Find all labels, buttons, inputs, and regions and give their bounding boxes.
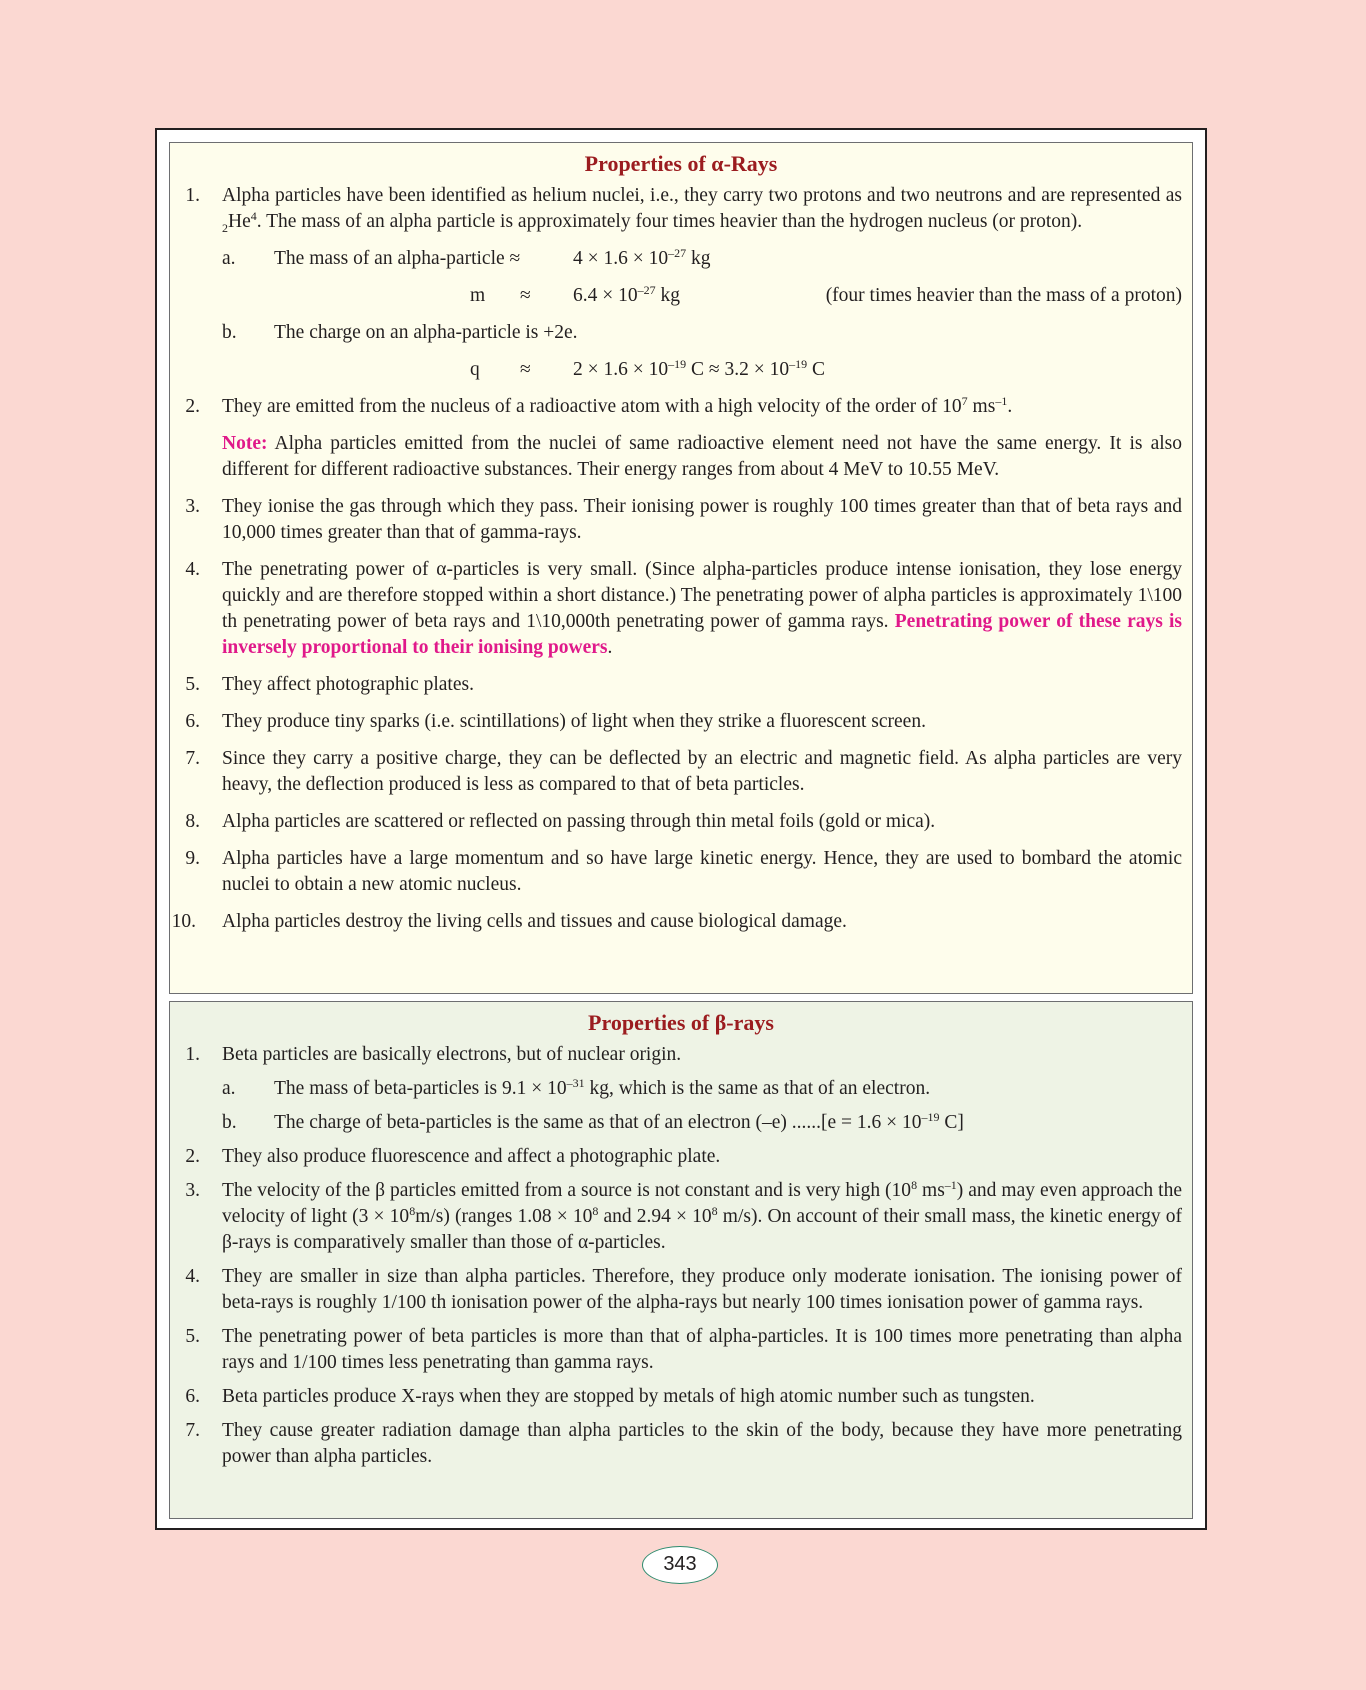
item-number: 2. — [185, 1146, 200, 1167]
beta-item-3: 3. The velocity of the β particles emitted from a source is not constant and is very high ($10^8$ $ms^{-1}$) and may even approach the velocity of light $(3 \times 10^8m/s)$ (ranges $1.08 \times 10^8$ and $2.94 \times 10^8$ m/s). On account of their small mass, the kinetic energy of β-rays is comparatively smaller than those of α-particles. — [170, 1178, 1192, 1256]
page-frame — [155, 128, 1207, 1530]
item-number: 7. — [185, 748, 200, 769]
item-number: 3. — [185, 496, 200, 517]
equation-symbol: m — [470, 285, 486, 306]
item-number: 5. — [185, 1326, 200, 1347]
highlight-text: Penetrating power of these rays is inversely proportional to their ionising powers — [222, 611, 1182, 658]
beta-item-1 — [170, 1042, 1192, 1068]
item-number: 9. — [185, 848, 200, 869]
item-text: Alpha particles have been identified as helium nuclei, i.e., they carry two protons and two neutrons and are represented as — [222, 185, 1182, 206]
alpha-item-8 — [170, 809, 1192, 835]
sub-letter: b. — [222, 1112, 237, 1133]
beta-rays-box — [169, 1001, 1193, 1519]
item-text: They also produce fluorescence and affect a photographic plate. — [222, 1146, 721, 1167]
approx-sign: ≈ — [520, 285, 531, 306]
equation-value: $4 \times 1.6 \times 10^{-27}$ kg — [573, 246, 711, 269]
beta-item-6 — [170, 1384, 1192, 1410]
sub-text: The mass of beta-particles is 9.1 × 10 — [274, 1078, 567, 1099]
beta-sub-a: a. The mass of beta-particles is $9.1 \times 10^{-31}$ kg, which is the same as that of an electron. — [170, 1076, 1192, 1102]
alpha-sub-b — [170, 320, 1192, 346]
item-text: He — [228, 211, 251, 232]
item-text: They cause greater radiation damage than alpha particles to the skin of the body, because they have more penetrating power than alpha particles. — [222, 1420, 1182, 1467]
item-text: Beta particles produce X-rays when they are stopped by metals of high atomic number such as tungsten. — [222, 1386, 1035, 1407]
beta-list — [170, 1042, 1192, 1470]
beta-item-7 — [170, 1418, 1192, 1470]
alpha-item-6 — [170, 709, 1192, 735]
item-text: They produce tiny sparks (i.e. scintillations) of light when they strike a fluorescent screen. — [222, 711, 926, 732]
sub-text: The charge on an alpha-particle is +2e. — [274, 322, 578, 343]
alpha-rays-box — [169, 142, 1193, 994]
page-number: 343 — [642, 1546, 718, 1584]
sub-letter: a. — [222, 248, 236, 269]
alpha-mass-equation — [170, 283, 1192, 309]
item-text: Alpha particles are scattered or reflected on passing through thin metal foils (gold or mica). — [222, 811, 936, 832]
alpha-item-2: 2. They are emitted from the nucleus of a radioactive atom with a high velocity of the order of $10^7$ $ms^{-1}$. — [170, 394, 1192, 420]
alpha-title: Properties of α-Rays — [584, 151, 778, 176]
item-number: 1. — [185, 1044, 200, 1065]
sub-text: The charge of beta-particles is the same as that of an electron (–e) ......[e = 1.6 × 10 — [274, 1112, 922, 1133]
item-text: The penetrating power of α-particles is very small. (Since alpha-particles produce intense ionisation, they lose energy quickly and are therefore stopped within a short distance.) The penetrating power of alpha particles is approximately 1\100 th penetrating power of beta rays and 1\10,000th penetrating power of gamma rays. — [222, 559, 1182, 632]
item-text: Since they carry a positive charge, they can be deflected by an electric and magnetic field. As alpha particles are very heavy, the deflection produced is less as compared to that of beta particles. — [222, 748, 1182, 795]
item-number: 8. — [185, 811, 200, 832]
equation-symbol: q — [470, 359, 480, 380]
sub-letter: a. — [222, 1078, 236, 1099]
equation-note: (four times heavier than the mass of a proton) — [825, 285, 1182, 306]
item-number: 6. — [185, 1386, 200, 1407]
item-text: Alpha particles destroy the living cells and tissues and cause biological damage. — [222, 911, 847, 932]
alpha-charge-equation — [170, 357, 1192, 383]
item-number: 6. — [185, 711, 200, 732]
equation-value: $6.4 \times 10^{-27}$ kg — [573, 283, 680, 306]
alpha-item-7 — [170, 746, 1192, 798]
item-text: The velocity of the β particles emitted from a source is not constant and is very high (10 — [222, 1180, 912, 1201]
item-text: Beta particles are basically electrons, but of nuclear origin. — [222, 1044, 682, 1065]
alpha-item-3 — [170, 494, 1192, 546]
item-text: . The mass of an alpha particle is approximately four times heavier than the hydrogen nucleus (or proton). — [256, 211, 1083, 232]
alpha-item-10 — [170, 909, 1192, 935]
item-number: 5. — [185, 674, 200, 695]
subscript: 2 — [222, 221, 228, 235]
item-text: They ionise the gas through which they pass. Their ionising power is roughly 100 times greater than that of beta rays and 10,000 times greater than that of gamma-rays. — [222, 496, 1182, 543]
alpha-item-1 — [170, 183, 1192, 235]
equation-value: $2 \times 1.6 \times 10^{-19}$ $C \approx 3.2 \times 10^{-19}$ C — [573, 357, 825, 380]
item-number: 1. — [185, 185, 200, 206]
alpha-list — [170, 183, 1192, 935]
beta-item-4 — [170, 1264, 1192, 1316]
alpha-item-4: 4. The penetrating power of α-particles is very small. (Since alpha-particles produce intense ionisation, they lose energy quickly and are therefore stopped within a short distance.) The penetrating power of alpha particles is approximately 1\100 th penetrating power of beta rays and 1\10,000th penetrating power of gamma rays. Penetrating power of these rays is inversely proportional to their ionising powers. — [170, 557, 1192, 661]
superscript: 4 — [250, 209, 257, 223]
item-number: 3. — [185, 1180, 200, 1201]
sub-letter: b. — [222, 322, 237, 343]
note-text: Alpha particles emitted from the nuclei of same radioactive element need not have the same energy. It is also different for different radioactive substances. Their energy ranges from about 4 MeV to 10.55 MeV. — [222, 433, 1182, 480]
item-text: They are smaller in size than alpha particles. Therefore, they produce only moderate ionisation. The ionising power of beta-rays is roughly 1/100 th ionisation power of the alpha-rays but nearly 100 times ionisation power of gamma rays. — [222, 1266, 1182, 1313]
item-number: 4. — [185, 1266, 200, 1287]
note-label: Note: — [222, 433, 268, 454]
alpha-item-5 — [170, 672, 1192, 698]
alpha-item-9 — [170, 846, 1192, 898]
item-number: 4. — [185, 559, 200, 580]
item-number: 7. — [185, 1420, 200, 1441]
beta-item-5 — [170, 1324, 1192, 1376]
alpha-sub-a — [170, 246, 1192, 272]
item-number: 2. — [185, 396, 200, 417]
item-text: The penetrating power of beta particles is more than that of alpha-particles. It is 100 times more penetrating than alpha rays and 1/100 times less penetrating than gamma rays. — [222, 1326, 1182, 1373]
item-text: Alpha particles have a large momentum and so have large kinetic energy. Hence, they are used to bombard the atomic nuclei to obtain a new atomic nucleus. — [222, 848, 1182, 895]
approx-sign: ≈ — [520, 359, 531, 380]
item-text: They affect photographic plates. — [222, 674, 474, 695]
beta-sub-b: b. The charge of beta-particles is the same as that of an electron (–e) $......[e = 1.6 \times 10^{-19}$ C] — [170, 1110, 1192, 1136]
beta-item-2 — [170, 1144, 1192, 1170]
beta-title: Properties of β-rays — [588, 1010, 774, 1035]
alpha-note — [170, 431, 1192, 483]
item-number: 10. — [171, 911, 196, 932]
sub-text: The mass of an alpha-particle ≈ — [274, 248, 521, 269]
